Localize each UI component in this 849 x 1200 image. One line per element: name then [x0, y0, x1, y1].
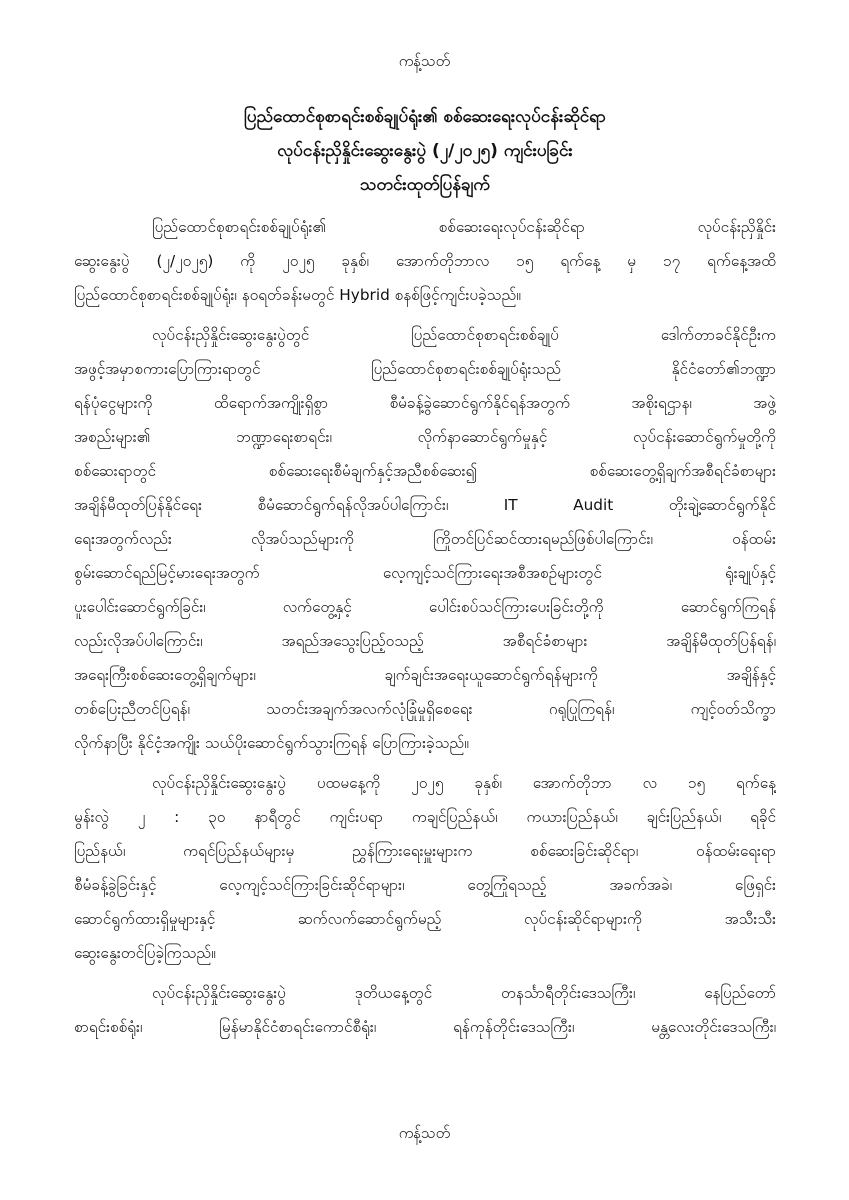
paragraph-line: လုပ်ငန်းညှိနှိုင်းဆွေးနွေးပွဲ ဒုတိယနေ့တွင် တနင်္သာရီတိုင်းဒေသကြီး၊ နေပြည်တော် [152, 984, 776, 1002]
body-paragraph [74, 766, 776, 970]
body-paragraph [74, 210, 776, 312]
paragraph-line: ဆွေးနွေးတင်ပြခဲ့ကြသည်။ [74, 944, 216, 962]
paragraph-line: အချိန်မီထုတ်ပြန်နိုင်ရေး စီမံဆောင်ရွက်ရန်လိုအပ်ပါကြောင်း၊ IT Audit တိုးချဲ့ဆောင်ရွက်နိုင် [74, 496, 776, 514]
paragraph-line: ဆောင်ရွက်ထားရှိမှုများနှင့် ဆက်လက်ဆောင်ရွက်မည့် လုပ်ငန်းဆိုင်ရာများကို အသီးသီး [74, 910, 776, 928]
paragraph-line: ဆွေးနွေးပွဲ (၂/၂၀၂၅) ကို ၂၀၂၅ ခုနှစ်၊ အောက်တိုဘာလ ၁၅ ရက်နေ့ မှ ၁၇ ရက်နေ့အထိ [74, 252, 776, 270]
paragraph-line: ရန်ပုံငွေများကို ထိရောက်အကျိုးရှိစွာ စီမံခန့်ခွဲဆောင်ရွက်နိုင်ရန်အတွက် အစိုးရဌာန၊ အဖွဲ့ [74, 394, 776, 412]
title-line-3: သတင်းထုတ်ပြန်ချက် [360, 175, 490, 195]
paragraph-line: အစည်းများ၏ ဘဏ္ဍာရေးစာရင်း၊ လိုက်နာဆောင်ရွက်မှုနှင့် လုပ်ငန်းဆောင်ရွက်မှုတို့ကို [74, 428, 776, 446]
header-classification-marking: ကန့်သတ် [398, 52, 451, 70]
paragraph-line: အရေးကြီးစစ်ဆေးတွေ့ရှိချက်များ၊ ချက်ချင်းအရေးယူဆောင်ရွက်ရန်များကို အချိန်နှင့် [74, 666, 776, 684]
paragraph-line: လုပ်ငန်းညှိနှိုင်းဆွေးနွေးပွဲတွင် ပြည်ထောင်စုစာရင်းစစ်ချုပ် ဒေါက်တာခင်နိုင်ဦးက [152, 326, 776, 344]
footer-classification-marking: ကန့်သတ် [398, 1124, 451, 1142]
press-release-title [60, 100, 790, 202]
paragraph-line: စာရင်းစစ်ရုံး၊ မြန်မာနိုင်ငံစာရင်းကောင်စီရုံး၊ ရန်ကုန်တိုင်းဒေသကြီး၊ မန္တလေးတိုင်းဒေသကြီး၊ [74, 1018, 776, 1036]
paragraph-line: တစ်ပြေးညီတင်ပြရန်၊ သတင်းအချက်အလက်လုံခြုံမှုရှိစေရေး ဂရုပြုကြရန်၊ ကျင့်ဝတ်သိက္ခာ [74, 700, 776, 718]
paragraph-line: ပူးပေါင်းဆောင်ရွက်ခြင်း၊ လက်တွေ့နှင့် ပေါင်းစပ်သင်ကြားပေးခြင်းတို့ကို ဆောင်ရွက်ကြရန် [74, 598, 776, 616]
paragraph-line: ရေးအတွက်လည်း လိုအပ်သည်များကို ကြိုတင်ပြင်ဆင်ထားရမည်ဖြစ်ပါကြောင်း၊ ဝန်ထမ်း [74, 530, 776, 548]
title-line-1: ပြည်ထောင်စုစာရင်းစစ်ချုပ်ရုံး၏ စစ်ဆေးရေးလုပ်ငန်းဆိုင်ရာ [244, 107, 606, 127]
paragraph-line: ပြည်နယ်၊ ကရင်ပြည်နယ်များမှ ညွှန်ကြားရေးမှူးများက စစ်ဆေးခြင်းဆိုင်ရာ၊ ဝန်ထမ်းရေးရာ [74, 842, 776, 860]
paragraph-line: စီမံခန့်ခွဲခြင်းနှင့် လေ့ကျင့်သင်ကြားခြင်းဆိုင်ရာများ၊ တွေ့ကြုံရသည့် အခက်အခဲ၊ ဖြေရှင်း [74, 876, 776, 894]
paragraph-line: လည်းလိုအပ်ပါကြောင်း၊ အရည်အသွေးပြည့်ဝသည့် အစီရင်ခံစာများ အချိန်မီထုတ်ပြန်ရန်၊ [74, 632, 776, 650]
paragraph-line: ပြည်ထောင်စုစာရင်းစစ်ချုပ်ရုံး၊ နဝရတ်ခန်းမတွင် Hybrid စနစ်ဖြင့်ကျင်းပခဲ့သည်။ [74, 286, 521, 304]
paragraph-line: မွန်းလွဲ ၂ : ၃၀ နာရီတွင် ကျင်းပရာ ကချင်ပြည်နယ်၊ ကယားပြည်နယ်၊ ချင်းပြည်နယ်၊ ရခိုင် [74, 808, 776, 826]
paragraph-line: လုပ်ငန်းညှိနှိုင်းဆွေးနွေးပွဲ ပထမနေ့ကို ၂၀၂၅ ခုနှစ်၊ အောက်တိုဘာ လ ၁၅ ရက်နေ့ [152, 774, 776, 792]
paragraph-line: ပြည်ထောင်စုစာရင်းစစ်ချုပ်ရုံး၏ စစ်ဆေးရေးလုပ်ငန်းဆိုင်ရာ လုပ်ငန်းညှိနှိုင်း [152, 218, 776, 236]
paragraph-line: အဖွင့်အမှာစကားပြောကြားရာတွင် ပြည်ထောင်စုစာရင်းစစ်ချုပ်ရုံးသည် နိုင်ငံတော်၏ဘဏ္ဍာ [74, 360, 776, 378]
body-paragraph [74, 318, 776, 760]
paragraph-line: စစ်ဆေးရာတွင် စစ်ဆေးရေးစီမံချက်နှင့်အညီစစ်ဆေး၍ စစ်ဆေးတွေ့ရှိချက်အစီရင်ခံစာများ [74, 462, 776, 480]
paragraph-line: လိုက်နာပြီး နိုင်ငံ့အကျိုး သယ်ပိုးဆောင်ရွက်သွားကြရန် ပြောကြားခဲ့သည်။ [74, 734, 469, 752]
paragraph-line: စွမ်းဆောင်ရည်မြင့်မားရေးအတွက် လေ့ကျင့်သင်ကြားရေးအစီအစဉ်များတွင် ရုံးချုပ်နှင့် [74, 564, 776, 582]
press-release-body [74, 210, 776, 1050]
title-line-2: လုပ်ငန်းညှိနှိုင်းဆွေးနွေးပွဲ (၂/၂၀၂၅) ကျင်းပခြင်း [277, 141, 573, 161]
body-paragraph [74, 976, 776, 1044]
